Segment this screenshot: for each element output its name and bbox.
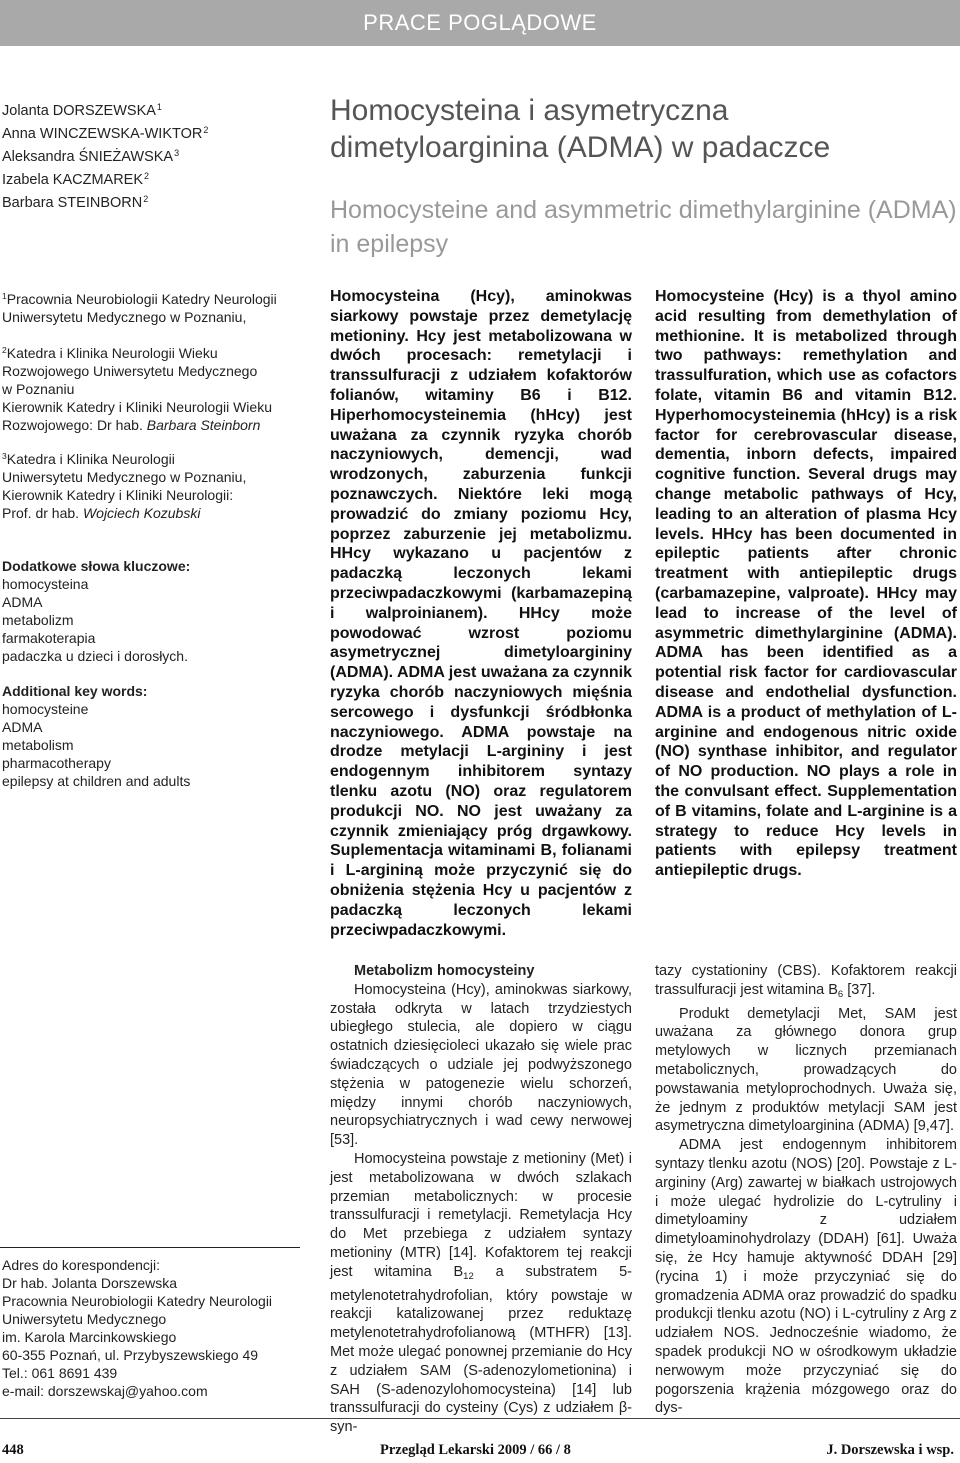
keywords-heading: Dodatkowe słowa kluczowe: xyxy=(2,558,191,574)
keywords-heading: Additional key words: xyxy=(2,683,148,699)
affiliation-1: $^1$Pracownia Neurobiologii Katedry Neurologii Uniwersytetu Medycznego w Poznaniu, xyxy=(2,291,277,325)
journal-citation: Przegląd Lekarski 2009 / 66 / 8 xyxy=(380,1442,571,1458)
keywords-english xyxy=(2,682,302,790)
keyword: epilepsy at children and adults xyxy=(2,773,191,789)
affiliation-3: $^3$Katedra i Klinika Neurologii Uniwersytetu Medycznego w Poznaniu, Kierownik Katedry i Kliniki Neurologii: Prof. dr hab. Wojciech Kozubski xyxy=(2,451,247,521)
abstract-english: Homocysteine (Hcy) is a thyol amino acid resulting from demethylation of methionine. It is metabolized through two pathways: remethylation and trassulfuration, which use as cofactors folate, vitamin B6 and vitamin B12. Hyperhomocysteinemia (hHcy) is a risk factor for cerebrovascular disease, dementia, inborn defects, impaired cognitive function. Several drugs may change metabolic pathways of Hcy, leading to an alteration of plasma Hcy levels. HHcy has been documented in epileptic patients after chronic treatment with antiepileptic drugs (carbamazepine, valproate). HHcy may lead to increase of the level of asymmetric dimethylarginine (ADMA). ADMA has been identified as a potential risk factor for cardiovascular disease and endothelial dysfunction. ADMA is a product of methylation of L-arginine and endogenous nitric oxide (NO) synthase inhibitor, and regulator of NO production. NO plays a role in the convulsant effect. Supplementation of B vitamins, folate and L-arginine is a strategy to reduce Hcy levels in patients with epilepsy treatment antiepileptic drugs. xyxy=(655,288,957,880)
article-title-polish: Homocysteina i asymetryczna dimetyloarginina (ADMA) w padaczce xyxy=(330,94,831,164)
abstract-polish: Homocysteina (Hcy), aminokwas siarkowy powstaje przez demetylację metioniny. Hcy jest metabolizowana w dwóch procesach: remetylacji i transsulfuracji z udziałem kofaktorów folianów, witaminy B6 i B12. Hiperhomocysteinemia (hHcy) jest uważana za czynnik ryzyka chorób naczyniowych, demencji, wad wrodzonych, zaburzenia funkcji poznawczych. Niektóre leki mogą prowadzić do zmiany poziomu Hcy, poprzez zaburzenie jej metabolizmu. HHcy wykazano u pacjentów z padaczką leczonych lekami przeciwpadaczkowymi (karbamazepiną i walproinianem). HHcy może powodować wzrost poziomu asymetrycznej dimetyloargininy (ADMA). ADMA jest uważana za czynnik ryzyka chorób naczyniowych mięśnia sercowego i dysfunkcji śródbłonka naczyniowego. ADMA powstaje na drodze metylacji L-argininy i jest endogennym inhibitorem syntazy tlenku azotu (NO) oraz regulatorem produkcji NO. NO jest uważany za czynnik zmieniający próg drgawkowy. Suplementacja witaminami B, folianami i L-argininą może przyczynić się do obniżenia stężenia Hcy u pacjentów z padaczką leczonych lekami przeciwpadaczkowymi. xyxy=(330,288,632,939)
paragraph: ADMA jest endogennym inhibitorem syntazy tlenku azotu (NOS) [20]. Powstaje z L-argininy (Arg) zawartej w białkach ustrojowych i może ulegać hydrolizie do L-cytruliny i dimetyloaminy z udziałem dimetyloaminohydrolazy (DDAH) [61]. Uważa się, że Hcy hamuje aktywność DDAH [29] (rycina 1) i może przyczyniać się do gromadzenia ADMA oraz prowadzić do spadku produkcji tlenku azotu (NO) i L-cytruliny z Arg z udziałem NOS. Jednocześnie wiadomo, że spadek produkcji NO w ośrodkowym układzie nerwowym może przyczyniać się do pogorszenia krążenia mózgowego oraz do dys- xyxy=(655,1137,957,1417)
email-link[interactable]: e-mail: dorszewskaj@yahoo.com xyxy=(2,1383,208,1399)
author-list xyxy=(2,98,208,213)
keyword: homocysteina xyxy=(2,576,89,592)
author: Jolanta DORSZEWSKA$^1$ xyxy=(2,102,162,119)
keyword: metabolizm xyxy=(2,612,74,628)
section-header: PRACE POGLĄDOWE xyxy=(0,0,960,46)
body-column-2 xyxy=(655,962,957,1418)
article-title-english: Homocysteine and asymmetric dimethylarginine (ADMA) in epilepsy xyxy=(330,196,957,258)
paragraph: Homocysteina (Hcy), aminokwas siarkowy, została odkryta w latach trzydziestych ubiegłego stulecia, ale dopiero w ciągu ostatnich dziesięcioleci ukazało się wiele prac świadczących o udziale jej podwyższonego stężenia w patogenezie wielu schorzeń, między innymi chorób naczyniowych, neuropsychiatrycznych i wad cewy nerwowej [53]. xyxy=(330,981,632,1149)
section-heading: Metabolizm homocysteiny xyxy=(354,963,535,979)
address-divider xyxy=(0,1247,300,1248)
correspondence-address: Adres do korespondencji: Dr hab. Jolanta Dorszewska Pracownia Neurobiologii Katedry Neurologii Uniwersytetu Medycznego im. Karola Marcinkowskiego 60-355 Poznań, ul. Przybyszewskiego 49 Tel.: 061 8691 439 e-mail: dorszewskaj@yahoo.com xyxy=(2,1257,273,1399)
footer-divider xyxy=(0,1418,960,1419)
keyword: pharmacotherapy xyxy=(2,755,111,771)
paragraph: Produkt demetylacji Met, SAM jest uważana za głównego donora grup metylowych w licznych przemianach metabolicznych, prowadzących do powstawania metyloprochodnych. Uważa się, że jednym z produktów metylacji SAM jest asymetryczna dimetyloarginina (ADMA) [9,47]. xyxy=(655,1005,957,1135)
paragraph: tazy cystationiny (CBS). Kofaktorem reakcji trassulfuracji jest witamina $B_6$ [37]. xyxy=(655,963,957,1000)
body-column-1 xyxy=(330,962,632,1437)
keyword: homocysteine xyxy=(2,701,89,717)
keyword: ADMA xyxy=(2,719,43,735)
running-author: J. Dorszewska i wsp. xyxy=(826,1442,954,1458)
keywords-polish xyxy=(2,557,302,665)
author: Izabela KACZMAREK$^2$ xyxy=(2,171,150,188)
paragraph: Homocysteina powstaje z metioniny (Met) i jest metabolizowana w dwóch szlakach przemian metabolicznych: w procesie transsulfuracji i remetylacji. Remetylacja Hcy do Met przebiega z udziałem syntazy metioniny (MTR) [14]. Kofaktorem tej reakcji jest witamina $B_{12}$ a substratem 5-metylenotetrahydrofolian, który powstaje w reakcji katalizowanej przez reduktazę metylenotetrahydrofolianową (MTHFR) [13]. Met może ulegać ponownej przemianie do Hcy z udziałem SAM (S-adenozylometionina) i SAH (S-adenozylohomocysteina) [14] lub transsulfuracji do cysteiny (Cys) z udziałem β-syn- xyxy=(330,1150,632,1436)
author: Barbara STEINBORN$^2$ xyxy=(2,194,149,211)
author: Aleksandra ŚNIEŻAWSKA$^3$ xyxy=(2,148,180,165)
keyword: metabolism xyxy=(2,737,74,753)
keyword: padaczka u dzieci i dorosłych. xyxy=(2,648,188,664)
page-number: 448 xyxy=(2,1442,24,1458)
keyword: farmakoterapia xyxy=(2,630,96,646)
keyword: ADMA xyxy=(2,594,43,610)
affiliation-2: $^2$Katedra i Klinika Neurologii Wieku Rozwojowego Uniwersytetu Medycznego w Poznaniu Kierownik Katedry i Kliniki Neurologii Wieku Rozwojowego: Dr hab. Barbara Steinborn xyxy=(2,345,272,433)
author: Anna WINCZEWSKA-WIKTOR$^2$ xyxy=(2,125,209,142)
